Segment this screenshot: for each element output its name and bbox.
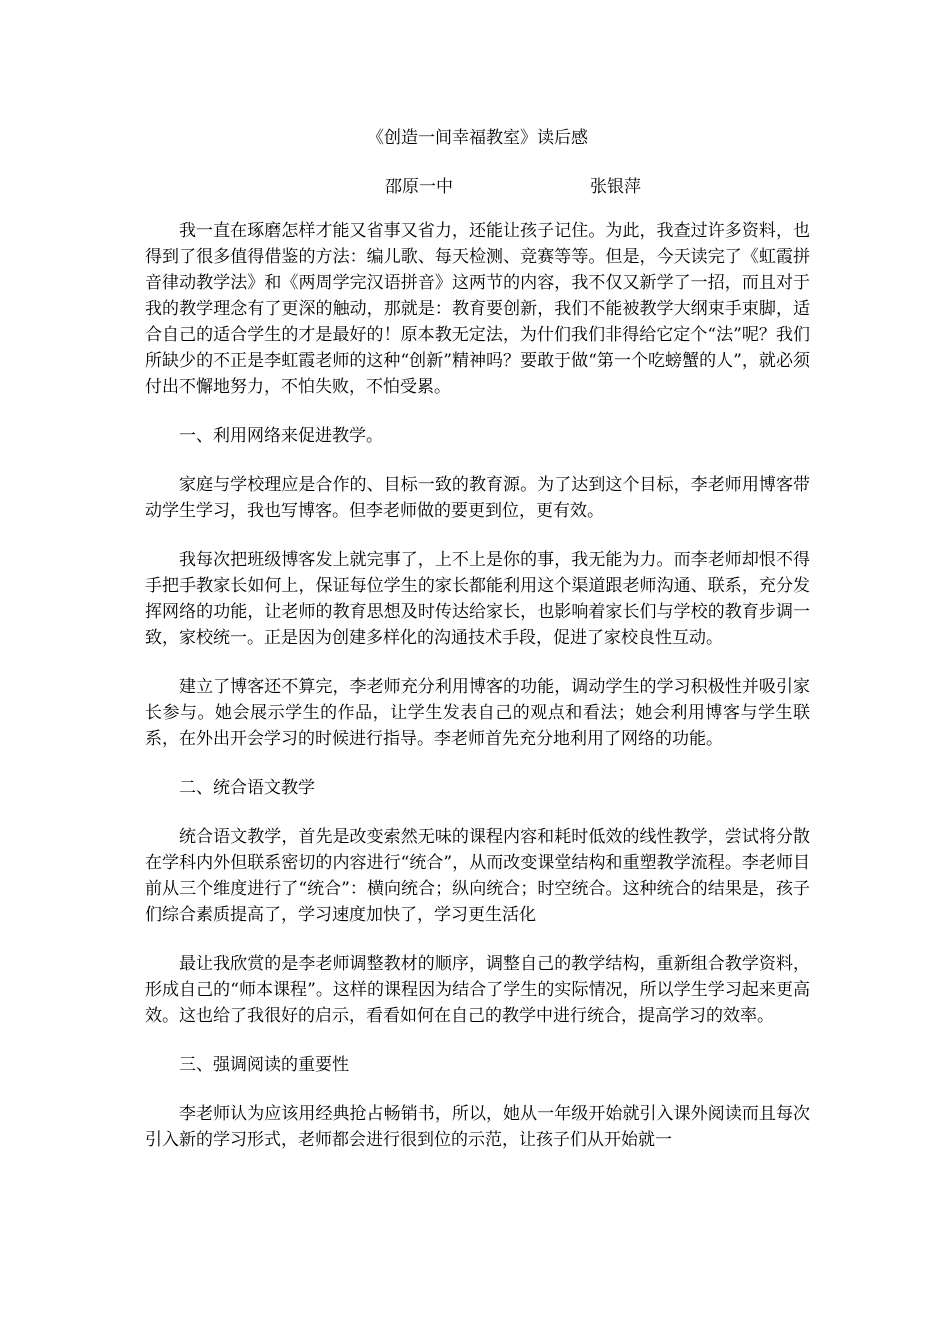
section-heading-3: 三、强调阅读的重要性 bbox=[179, 1055, 349, 1075]
document-title: 《创造一间幸福教室》读后感 bbox=[367, 128, 588, 148]
byline bbox=[145, 175, 810, 199]
paragraph-intro: 我一直在琢磨怎样才能又省事又省力，还能让孩子记住。为此，我查过许多资料，也得到了很多值得借鉴的方法：编儿歌、每天检测、竞赛等等。但是，今天读完了《虹霞拼音律动教学法》和《两周学完汉语拼音》这两节的内容，我不仅又新学了一招，而且对于我的教学理念有了更深的触动，那就是：教育要创新，我们不能被教学大纲束手束脚，适合自己的适合学生的才是最好的！原本教无定法，为什们我们非得给它定个“法”呢？我们所缺少的不正是李虹霞老师的这种“创新”精神吗？要敢于做“第一个吃螃蟹的人”，就必须付出不懈地努力，不怕失败，不怕受累。 bbox=[145, 221, 810, 397]
paragraph: 统合语文教学，首先是改变索然无味的课程内容和耗时低效的线性教学，尝试将分散在学科内外但联系密切的内容进行“统合”，从而改变课堂结构和重塑教学流程。李老师目前从三个维度进行了“统合”：横向统合；纵向统合；时空统合。这种统合的结果是，孩子们综合素质提高了，学习速度加快了，学习更生活化 bbox=[145, 827, 810, 925]
paragraph: 最让我欣赏的是李老师调整教材的顺序，调整自己的教学结构，重新组合教学资料，形成自己的“师本课程”。这样的课程因为结合了学生的实际情况，所以学生学习起来更高效。这也给了我很好的启示，看看如何在自己的教学中进行统合，提高学习的效率。 bbox=[145, 954, 810, 1026]
paragraph: 建立了博客还不算完，李老师充分利用博客的功能，调动学生的学习积极性并吸引家长参与。她会展示学生的作品，让学生发表自己的观点和看法；她会利用博客与学生联系，在外出开会学习的时候进行指导。李老师首先充分地利用了网络的功能。 bbox=[145, 677, 810, 749]
paragraph: 我每次把班级博客发上就完事了，上不上是你的事，我无能为力。而李老师却恨不得手把手教家长如何上，保证每位学生的家长都能利用这个渠道跟老师沟通、联系，充分发挥网络的功能，让老师的教育思想及时传达给家长，也影响着家长们与学校的教育步调一致，家校统一。正是因为创建多样化的沟通技术手段，促进了家校良性互动。 bbox=[145, 550, 810, 648]
document-body bbox=[145, 218, 810, 1176]
section-heading-1: 一、利用网络来促进教学。 bbox=[179, 426, 383, 446]
author-name: 张银萍 bbox=[590, 177, 641, 197]
paragraph: 李老师认为应该用经典抢占畅销书，所以，她从一年级开始就引入课外阅读而且每次引入新的学习形式，老师都会进行很到位的示范，让孩子们从开始就一 bbox=[145, 1104, 810, 1150]
school-name: 邵原一中 bbox=[385, 177, 453, 197]
paragraph: 家庭与学校理应是合作的、目标一致的教育源。为了达到这个目标，李老师用博客带动学生学习，我也写博客。但李老师做的要更到位，更有效。 bbox=[145, 475, 810, 521]
section-heading-2: 二、统合语文教学 bbox=[179, 778, 315, 798]
